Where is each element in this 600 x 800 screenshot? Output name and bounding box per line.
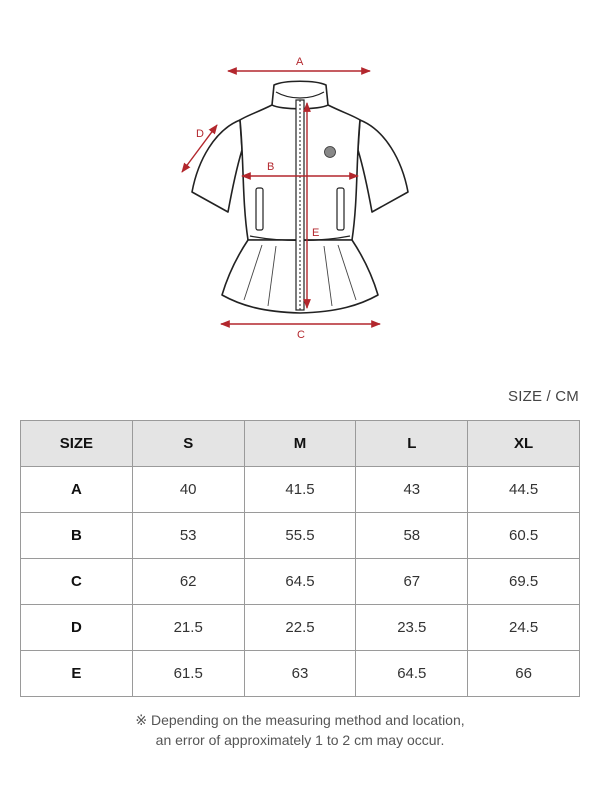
measure-b-label: B xyxy=(267,161,275,173)
table-row xyxy=(21,605,580,651)
measure-e-label: E xyxy=(312,227,320,239)
unit-label: SIZE / CM xyxy=(508,388,579,405)
header-cell: L xyxy=(356,421,468,467)
table-cell: 60.5 xyxy=(468,513,580,559)
garment-diagram xyxy=(0,0,600,360)
row-label: A xyxy=(21,467,133,513)
table-cell: 41.5 xyxy=(244,467,356,513)
table-cell: 21.5 xyxy=(132,605,244,651)
table-cell: 24.5 xyxy=(468,605,580,651)
measure-d-label: D xyxy=(196,128,204,140)
pocket-right xyxy=(337,188,344,230)
table-header-row xyxy=(21,421,580,467)
table-cell: 22.5 xyxy=(244,605,356,651)
table-cell: 58 xyxy=(356,513,468,559)
table-row xyxy=(21,513,580,559)
table-cell: 53 xyxy=(132,513,244,559)
logo-badge-icon xyxy=(325,147,336,158)
table-row xyxy=(21,559,580,605)
header-cell: M xyxy=(244,421,356,467)
table-cell: 43 xyxy=(356,467,468,513)
table-cell: 66 xyxy=(468,651,580,697)
measurement-note-line1: ※ Depending on the measuring method and location, xyxy=(135,712,465,728)
header-cell: SIZE xyxy=(21,421,133,467)
header-cell: S xyxy=(132,421,244,467)
header-cell: XL xyxy=(468,421,580,467)
table-cell: 63 xyxy=(244,651,356,697)
table-cell: 55.5 xyxy=(244,513,356,559)
table-cell: 23.5 xyxy=(356,605,468,651)
row-label: D xyxy=(21,605,133,651)
table-cell: 67 xyxy=(356,559,468,605)
table-cell: 64.5 xyxy=(356,651,468,697)
table-cell: 61.5 xyxy=(132,651,244,697)
measure-a-label: A xyxy=(296,56,304,68)
measurement-note-line2: an error of approximately 1 to 2 cm may occur. xyxy=(155,732,445,748)
row-label: C xyxy=(21,559,133,605)
table-cell: 44.5 xyxy=(468,467,580,513)
size-table xyxy=(20,420,580,697)
table-cell: 62 xyxy=(132,559,244,605)
table-row xyxy=(21,651,580,697)
row-label: E xyxy=(21,651,133,697)
row-label: B xyxy=(21,513,133,559)
table-cell: 69.5 xyxy=(468,559,580,605)
pocket-left xyxy=(256,188,263,230)
table-cell: 64.5 xyxy=(244,559,356,605)
measure-c-label: C xyxy=(297,329,305,341)
table-cell: 40 xyxy=(132,467,244,513)
table-row xyxy=(21,467,580,513)
